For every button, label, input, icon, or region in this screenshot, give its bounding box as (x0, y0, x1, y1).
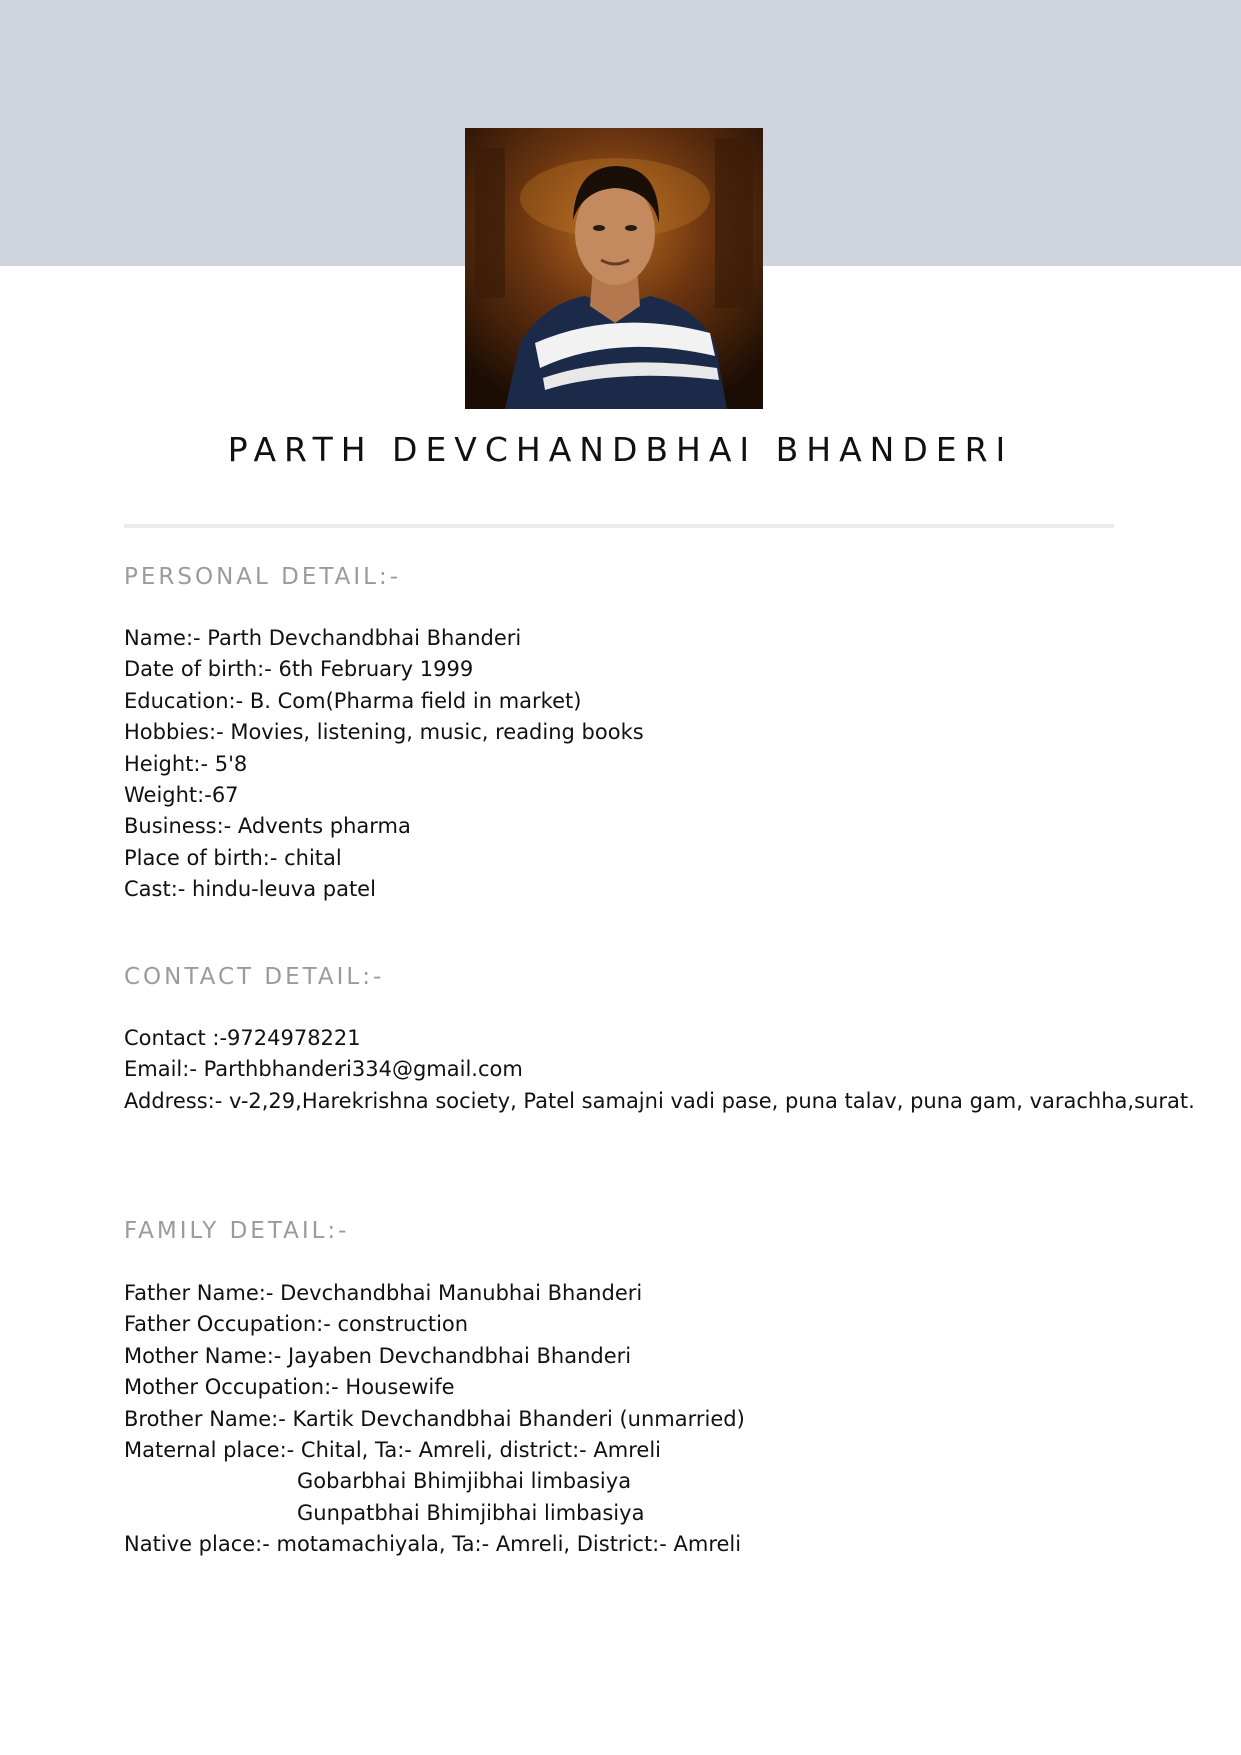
header-divider (124, 524, 1114, 528)
contact-phone: Contact :-9724978221 (124, 1026, 361, 1050)
family-brother-name: Brother Name:- Kartik Devchandbhai Bhanderi (unmarried) (124, 1406, 745, 1431)
personal-name: Name:- Parth Devchandbhai Bhanderi (124, 626, 522, 650)
personal-detail-heading: PERSONAL DETAIL:- (124, 564, 402, 590)
portrait-image (465, 128, 763, 409)
family-maternal-relative: Gobarbhai Bhimjibhai limbasiya (297, 1469, 632, 1494)
contact-detail-heading: CONTACT DETAIL:- (124, 964, 385, 990)
family-maternal-place: Maternal place:- Chital, Ta:- Amreli, district:- Amreli (124, 1438, 661, 1463)
family-father-name: Father Name:- Devchandbhai Manubhai Bhanderi (124, 1281, 643, 1305)
family-mother-occupation: Mother Occupation:- Housewife (124, 1375, 455, 1400)
contact-detail-list (124, 1023, 1195, 1117)
contact-email: Email:- Parthbhanderi334@gmail.com (124, 1057, 523, 1082)
personal-birthplace: Place of birth:- chital (124, 845, 342, 870)
personal-dob: Date of birth:- 6th February 1999 (124, 657, 474, 682)
profile-photo (465, 128, 763, 409)
contact-address: Address:- v-2,29,Harekrishna society, Patel samajni vadi pase, puna talav, puna gam, varachha,surat. (124, 1088, 1195, 1113)
personal-weight: Weight:-67 (124, 783, 239, 808)
family-detail-list (124, 1278, 1124, 1561)
family-detail-heading: FAMILY DETAIL:- (124, 1218, 350, 1244)
family-father-occupation: Father Occupation:- construction (124, 1312, 469, 1337)
personal-hobbies: Hobbies:- Movies, listening, music, reading books (124, 720, 644, 745)
family-maternal-relative: Gunpatbhai Bhimjibhai limbasiya (297, 1500, 645, 1525)
family-native-place: Native place:- motamachiyala, Ta:- Amreli, District:- Amreli (124, 1532, 742, 1557)
personal-business: Business:- Advents pharma (124, 814, 411, 839)
family-mother-name: Mother Name:- Jayaben Devchandbhai Bhanderi (124, 1343, 632, 1368)
personal-height: Height:- 5'8 (124, 751, 248, 776)
personal-cast: Cast:- hindu-leuva patel (124, 877, 376, 902)
personal-detail-list (124, 623, 1124, 906)
personal-education: Education:- B. Com(Pharma field in market) (124, 688, 582, 713)
candidate-name: PARTH DEVCHANDBHAI BHANDERI (227, 430, 1014, 469)
